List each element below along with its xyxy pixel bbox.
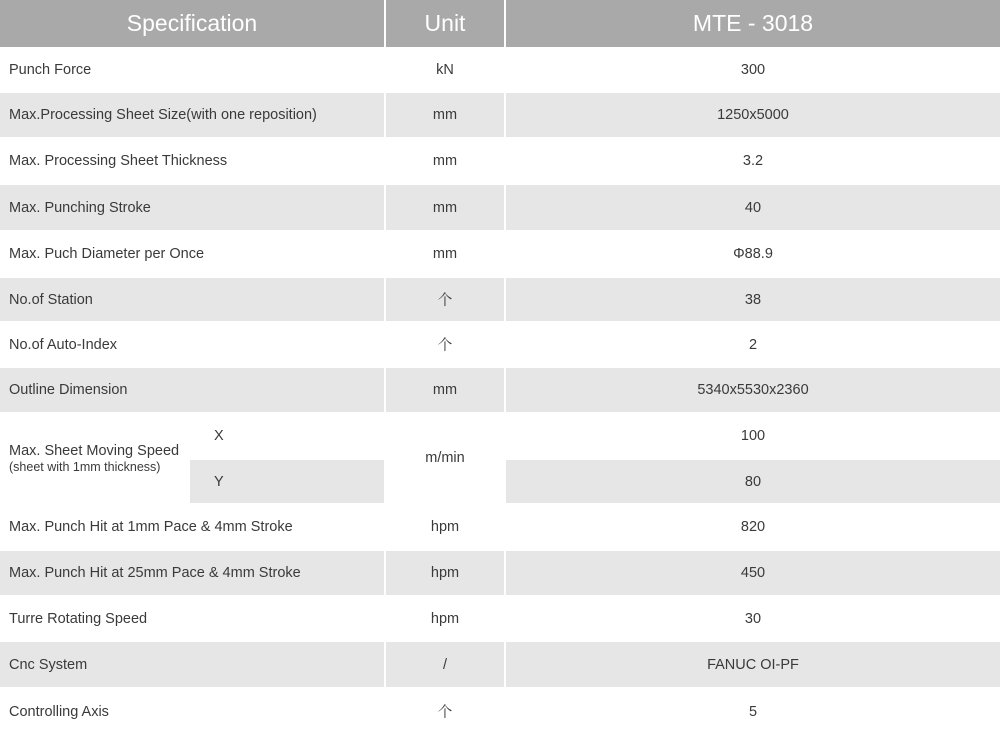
moving-speed-unit: m/min [386, 413, 504, 503]
row-unit: mm [386, 93, 504, 137]
row-value: 450 [506, 551, 1000, 595]
row-value: Φ88.9 [506, 232, 1000, 276]
row-value: 3.2 [506, 139, 1000, 183]
row-spec: Max.Processing Sheet Size(with one reposition) [0, 93, 384, 137]
row-value: 820 [506, 505, 1000, 549]
row-unit: hpm [386, 551, 504, 595]
moving-speed-spec [0, 413, 190, 503]
header-model: MTE - 3018 [506, 0, 1000, 47]
row-value: 40 [506, 185, 1000, 230]
header-spec: Specification [0, 0, 384, 47]
row-value: 38 [506, 278, 1000, 321]
row-unit: mm [386, 139, 504, 183]
row-value: 300 [506, 48, 1000, 91]
row-spec: No.of Station [0, 278, 384, 321]
row-spec: Max. Processing Sheet Thickness [0, 139, 384, 183]
header-unit: Unit [386, 0, 504, 47]
row-spec: Turre Rotating Speed [0, 597, 384, 640]
row-spec: Controlling Axis [0, 689, 384, 734]
row-value: 5 [506, 689, 1000, 734]
row-value: 1250x5000 [506, 93, 1000, 137]
row-unit: 个 [386, 323, 504, 366]
row-spec: No.of Auto-Index [0, 323, 384, 366]
row-value: 30 [506, 597, 1000, 640]
row-spec: Punch Force [0, 48, 384, 91]
row-unit: mm [386, 368, 504, 412]
moving-speed-y-value: 80 [506, 460, 1000, 503]
row-unit: mm [386, 185, 504, 230]
row-spec: Outline Dimension [0, 368, 384, 412]
row-unit: kN [386, 48, 504, 91]
row-unit: hpm [386, 597, 504, 640]
row-spec: Max. Punching Stroke [0, 185, 384, 230]
moving-speed-x-value: 100 [506, 413, 1000, 458]
moving-speed-x-label: X [190, 413, 384, 458]
row-value: 5340x5530x2360 [506, 368, 1000, 412]
moving-speed-y-label: Y [190, 460, 384, 503]
row-spec: Max. Punch Hit at 1mm Pace & 4mm Stroke [0, 505, 384, 549]
row-spec: Max. Puch Diameter per Once [0, 232, 384, 276]
row-unit: hpm [386, 505, 504, 549]
row-unit: mm [386, 232, 504, 276]
row-value: 2 [506, 323, 1000, 366]
moving-speed-label: Max. Sheet Moving Speed [9, 442, 180, 459]
row-value: FANUC OI-PF [506, 642, 1000, 687]
row-spec: Max. Punch Hit at 25mm Pace & 4mm Stroke [0, 551, 384, 595]
row-unit: / [386, 642, 504, 687]
row-unit: 个 [386, 278, 504, 321]
row-unit: 个 [386, 689, 504, 734]
moving-speed-note: (sheet with 1mm thickness) [9, 459, 161, 474]
row-spec: Cnc System [0, 642, 384, 687]
